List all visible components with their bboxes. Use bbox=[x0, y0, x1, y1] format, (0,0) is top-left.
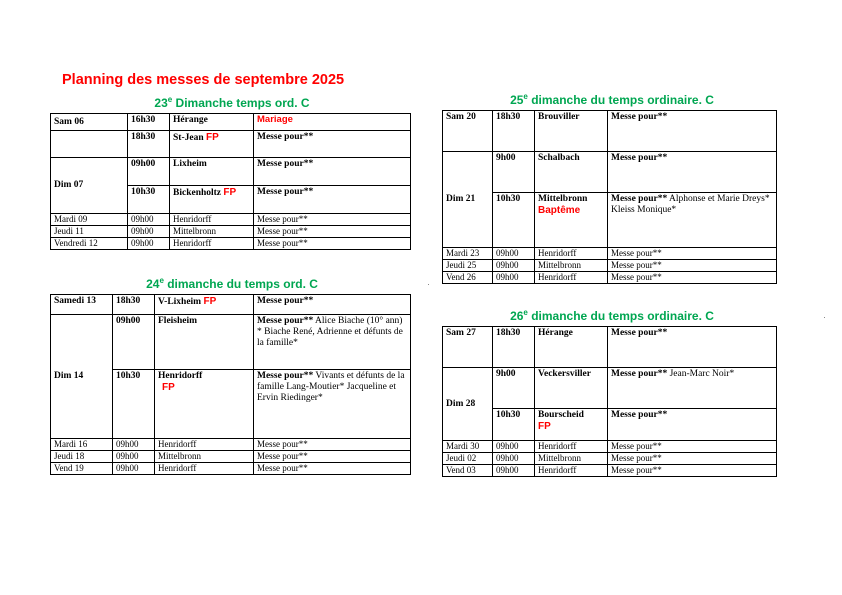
mass-label: Messe pour** bbox=[257, 316, 314, 326]
place-label: Henridorff bbox=[158, 371, 203, 381]
place-cell: Henridorff bbox=[535, 465, 608, 477]
time-cell: 9h00 bbox=[493, 152, 535, 193]
place-cell: Henridorff bbox=[535, 272, 608, 284]
fp-tag: FP bbox=[203, 296, 217, 307]
day-cell: Dim 21 bbox=[443, 152, 493, 248]
mass-label: Messe pour** bbox=[257, 371, 314, 381]
place-cell: Henridorff bbox=[155, 463, 254, 475]
day-cell: Sam 20 bbox=[443, 111, 493, 152]
time-cell: 09h00 bbox=[493, 465, 535, 477]
time-cell: 09h00 bbox=[113, 463, 155, 475]
section-title: 25e dimanche du temps ordinaire. C bbox=[510, 92, 714, 107]
day-cell: Mardi 30 bbox=[443, 441, 493, 453]
table-row bbox=[51, 214, 411, 226]
mass-cell: Messe pour** bbox=[254, 226, 411, 238]
place-cell: Henridorff bbox=[535, 248, 608, 260]
day-cell: Mardi 16 bbox=[51, 439, 113, 451]
place-cell: Brouviller bbox=[535, 111, 608, 152]
place-cell: Henridorff bbox=[170, 214, 254, 226]
schedule-table bbox=[50, 294, 411, 475]
mass-intention: Vivants et défunts de la famille Lang-Moutier* Jacqueline et Ervin Riedinger* bbox=[257, 371, 405, 403]
table-row bbox=[443, 441, 777, 453]
mass-cell bbox=[254, 315, 411, 370]
mass-cell: Messe pour** bbox=[254, 238, 411, 250]
mass-label: Messe pour** bbox=[611, 194, 668, 204]
mass-cell: Messe pour** bbox=[254, 186, 411, 214]
time-cell: 09h00 bbox=[113, 315, 155, 370]
place-cell bbox=[155, 370, 254, 439]
day-cell: Vendredi 12 bbox=[51, 238, 128, 250]
day-cell: Jeudi 25 bbox=[443, 260, 493, 272]
mass-cell: Messe pour** bbox=[608, 465, 777, 477]
mass-cell: Messe pour** bbox=[608, 453, 777, 465]
table-row bbox=[443, 260, 777, 272]
place-cell: Fleisheim bbox=[155, 315, 254, 370]
schedule-table bbox=[50, 113, 411, 250]
time-cell: 09h00 bbox=[128, 226, 170, 238]
mass-cell: Messe pour** bbox=[254, 158, 411, 186]
time-cell: 09h00 bbox=[128, 238, 170, 250]
baptism-tag: Baptême bbox=[538, 204, 581, 216]
day-cell: Jeudi 02 bbox=[443, 453, 493, 465]
section-title: 24e dimanche du temps ord. C bbox=[146, 276, 318, 291]
mass-cell: Messe pour** bbox=[608, 248, 777, 260]
place-cell bbox=[155, 295, 254, 315]
mass-intention: Jean-Marc Noir* bbox=[667, 369, 735, 379]
table-row bbox=[443, 272, 777, 284]
time-cell: 09h00 bbox=[493, 441, 535, 453]
place-cell: Mittelbronn bbox=[535, 453, 608, 465]
time-cell: 09h00 bbox=[493, 260, 535, 272]
table-row bbox=[443, 453, 777, 465]
place-label: Bickenholtz bbox=[173, 188, 222, 198]
mass-cell: Messe pour** bbox=[608, 409, 777, 441]
mass-label: Mariage bbox=[257, 114, 293, 125]
mass-cell: Messe pour** bbox=[254, 131, 411, 158]
mass-cell: Messe pour** bbox=[254, 214, 411, 226]
day-cell: Dim 14 bbox=[51, 315, 113, 439]
stray-dot bbox=[824, 317, 825, 318]
mass-cell bbox=[254, 370, 411, 439]
day-cell: Jeudi 11 bbox=[51, 226, 128, 238]
table-row bbox=[51, 226, 411, 238]
place-cell: Hérange bbox=[535, 327, 608, 368]
place-cell: Mittelbronn bbox=[170, 226, 254, 238]
mass-cell: Messe pour** bbox=[254, 439, 411, 451]
page-title: Planning des messes de septembre 2025 bbox=[62, 72, 345, 88]
place-label: Bourscheid bbox=[538, 410, 584, 420]
place-cell: Henridorff bbox=[535, 441, 608, 453]
fp-tag: FP bbox=[162, 381, 175, 393]
time-cell: 10h30 bbox=[493, 193, 535, 248]
table-row bbox=[443, 465, 777, 477]
mass-cell: Messe pour** bbox=[254, 451, 411, 463]
time-cell: 10h30 bbox=[128, 186, 170, 214]
place-cell: Henridorff bbox=[155, 439, 254, 451]
place-cell: Veckersviller bbox=[535, 368, 608, 409]
mass-cell: Messe pour** bbox=[608, 260, 777, 272]
fp-tag: FP bbox=[223, 187, 237, 198]
time-cell: 10h30 bbox=[493, 409, 535, 441]
stray-dot bbox=[428, 284, 429, 285]
time-cell: 18h30 bbox=[128, 131, 170, 158]
time-cell: 09h00 bbox=[493, 272, 535, 284]
place-cell: Lixheim bbox=[170, 158, 254, 186]
place-cell bbox=[535, 193, 608, 248]
mass-cell bbox=[254, 114, 411, 131]
day-cell: Sam 27 bbox=[443, 327, 493, 368]
time-cell: 10h30 bbox=[113, 370, 155, 439]
mass-intention: Alice Biache (10° ann) * Biache René, Adrienne et défunts de la famille* bbox=[257, 316, 403, 348]
place-label: V-Lixheim bbox=[158, 297, 202, 307]
fp-tag: FP bbox=[538, 420, 551, 432]
table-row bbox=[51, 439, 411, 451]
place-cell: Hérange bbox=[170, 114, 254, 131]
time-cell: 16h30 bbox=[128, 114, 170, 131]
place-cell bbox=[170, 186, 254, 214]
day-cell: Jeudi 18 bbox=[51, 451, 113, 463]
day-cell: Vend 26 bbox=[443, 272, 493, 284]
time-cell: 18h30 bbox=[493, 111, 535, 152]
section-title: 26e dimanche du temps ordinaire. C bbox=[510, 308, 714, 323]
table-row bbox=[51, 463, 411, 475]
day-cell: Vend 03 bbox=[443, 465, 493, 477]
time-cell: 09h00 bbox=[128, 158, 170, 186]
place-cell bbox=[170, 131, 254, 158]
time-cell: 18h30 bbox=[493, 327, 535, 368]
schedule-table bbox=[442, 326, 777, 477]
day-cell: Samedi 13 bbox=[51, 295, 113, 315]
place-cell: Henridorff bbox=[170, 238, 254, 250]
time-cell: 9h00 bbox=[493, 368, 535, 409]
place-cell: Mittelbronn bbox=[535, 260, 608, 272]
mass-intention: Alphonse et Marie Dreys* Kleiss Monique* bbox=[611, 194, 770, 215]
mass-cell: Messe pour** bbox=[254, 295, 411, 315]
table-row bbox=[443, 248, 777, 260]
day-cell: Sam 06 bbox=[51, 114, 128, 131]
place-label: Mittelbronn bbox=[538, 194, 588, 204]
mass-cell: Messe pour** bbox=[608, 111, 777, 152]
schedule-table bbox=[442, 110, 777, 284]
day-cell: Vend 19 bbox=[51, 463, 113, 475]
day-cell: Mardi 09 bbox=[51, 214, 128, 226]
place-cell bbox=[535, 409, 608, 441]
mass-cell bbox=[608, 193, 777, 248]
place-cell: Mittelbronn bbox=[155, 451, 254, 463]
day-cell: Dim 07 bbox=[51, 158, 128, 214]
time-cell: 09h00 bbox=[128, 214, 170, 226]
mass-cell: Messe pour** bbox=[608, 441, 777, 453]
mass-cell: Messe pour** bbox=[254, 463, 411, 475]
place-label: St-Jean bbox=[173, 133, 204, 143]
table-row bbox=[51, 238, 411, 250]
mass-cell: Messe pour** bbox=[608, 272, 777, 284]
time-cell: 09h00 bbox=[113, 451, 155, 463]
time-cell: 18h30 bbox=[113, 295, 155, 315]
section-title: 23e Dimanche temps ord. C bbox=[154, 95, 310, 110]
day-cell: Mardi 23 bbox=[443, 248, 493, 260]
mass-label: Messe pour** bbox=[611, 369, 668, 379]
fp-tag: FP bbox=[206, 132, 219, 143]
mass-cell: Messe pour** bbox=[608, 327, 777, 368]
mass-cell: Messe pour** bbox=[608, 152, 777, 193]
time-cell: 09h00 bbox=[493, 453, 535, 465]
day-cell: Dim 28 bbox=[443, 368, 493, 441]
day-cell bbox=[51, 131, 128, 158]
time-cell: 09h00 bbox=[493, 248, 535, 260]
time-cell: 09h00 bbox=[113, 439, 155, 451]
table-row bbox=[51, 451, 411, 463]
place-cell: Schalbach bbox=[535, 152, 608, 193]
mass-cell bbox=[608, 368, 777, 409]
